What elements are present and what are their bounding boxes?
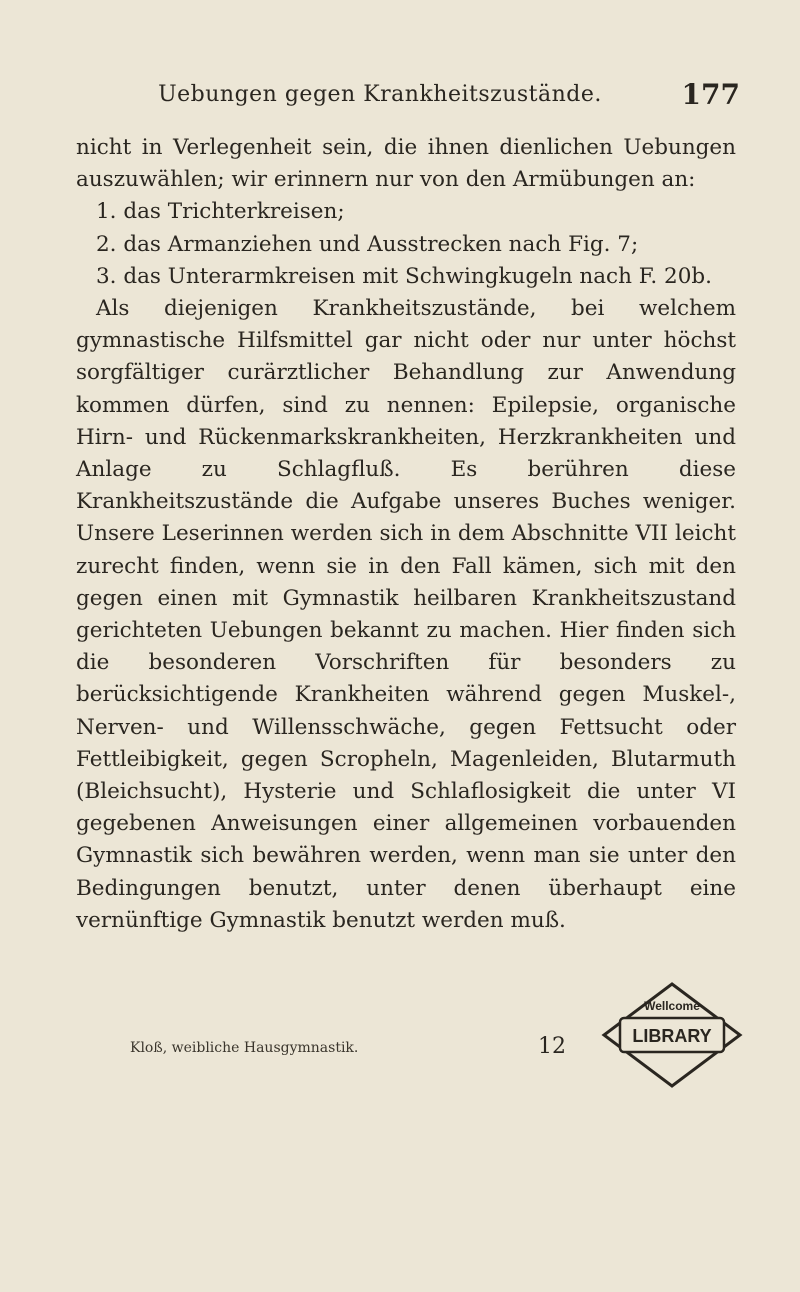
page-header [100,78,780,122]
list-item: 2. das Armanziehen und Ausstrecken nach Fig. 7; [96,231,639,257]
list-item: 1. das Trichterkreisen; [96,199,345,225]
intro-paragraph: nicht in Verlegenheit sein, die ihnen dienlichen Uebungen auszuwählen; wir erinnern nur von den Armübungen an: [76,135,736,193]
page-number: 177 [681,78,740,111]
page-footer [110,1034,630,1070]
running-head: Uebungen gegen Krankheitszustände. [158,82,602,107]
main-paragraph: Als diejenigen Krankheitszustände, bei welchem gymnastische Hilfsmittel gar nicht oder nur unter höchst sorgfältiger curärztlicher Behandlung zur Anwendung kommen dürfen, sind zu nennen: Epilepsie, organische Hirn- und Rückenmarkskrankheiten, Herzkrankheiten und Anlage zu Schlagfluß. Es berühren diese Krankheitszustände die Aufgabe unseres Buches weniger. Unsere Leserinnen werden sich in dem Abschnitte VII leicht zurecht finden, wenn sie in den Fall kämen, sich mit den gegen einen mit Gymnastik heilbaren Krankheitszustand gerichteten Uebungen bekannt zu machen. Hier finden sich die besonderen Vorschriften für besonders zu berücksichtigende Krankheiten während gegen Muskel-, Nerven- und Willensschwäche, gegen Fettsucht oder Fettleibigkeit, gegen Scropheln, Magenleiden, Blutarmuth (Bleichsucht), Hysterie und Schlaflosigkeit die unter VI gegebenen Anweisungen einer allgemeinen vorbauenden Gymnastik sich bewähren werden, wenn man sie unter den Bedingungen benutzt, unter denen überhaupt eine vernünftige Gymnastik benutzt werden muß. [76,296,736,933]
stamp-center-text: LIBRARY [632,1026,712,1046]
stamp-icon [598,980,746,1090]
list-item: 3. das Unterarmkreisen mit Schwingkugeln nach F. 20b. [96,263,712,289]
stamp-top-text: Wellcome [644,999,700,1013]
library-stamp [598,980,746,1090]
signature-mark: 12 [538,1034,566,1059]
body-text [76,132,736,937]
exercise-list [76,196,736,293]
signature-note: Kloß, weibliche Hausgymnastik. [130,1040,359,1056]
